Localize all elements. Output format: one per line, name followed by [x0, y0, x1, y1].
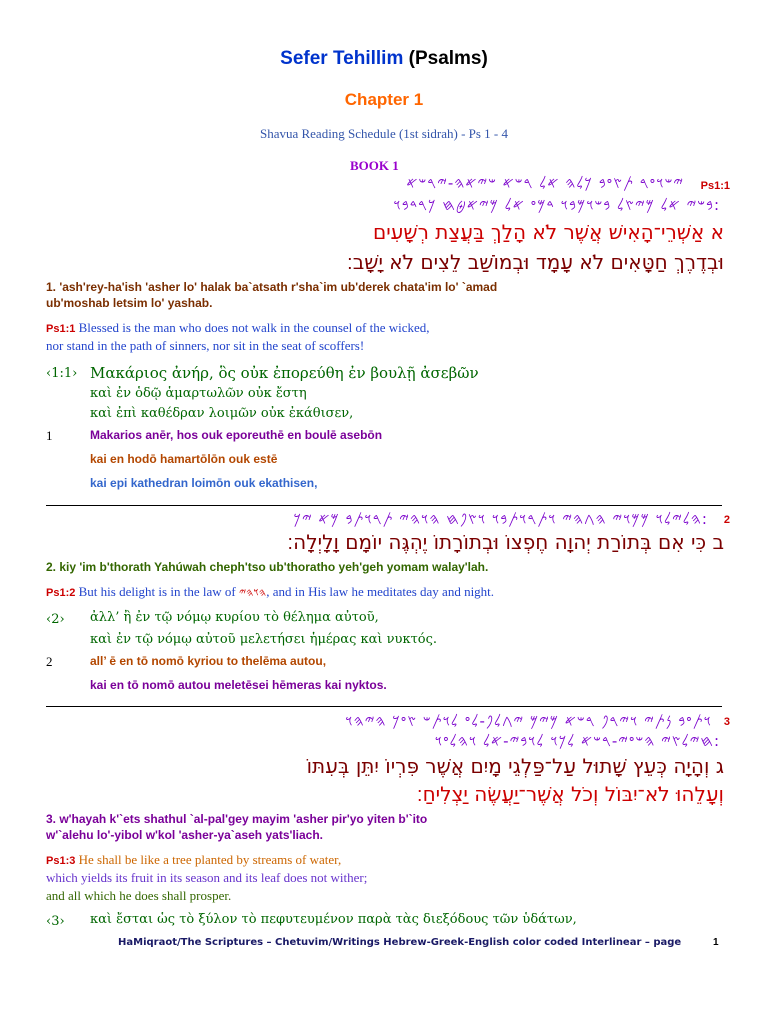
verse-ref: 2: [723, 514, 730, 526]
hebrew-line: ג וְהָיָה כְּעֵץ שָׁתוּל עַל־פַּלְגֵי מָיִם אֲשֶׁר פִּרְיוֹ יִתֵּן בְּעִתּוֹ: [306, 754, 724, 778]
greek-verse-label: ‹1:1›: [46, 366, 78, 381]
hebrew-line: וְעָלֵהוּ לֹא־יִבּוֹל וְכֹל אֲשֶׁר־יַעֲשֶׂה יַצְלִיחַ׃: [416, 782, 724, 806]
greek-transliteration-line: kai en hodō hamartōlōn ouk estē: [90, 452, 278, 466]
english-text: Blessed is the man who does not walk in the counsel of the wicked,: [78, 320, 430, 335]
english-text: But his delight is in the law of: [78, 584, 236, 599]
hebrew-line: א אַשְׁרֵי־הָאִישׁ אֲשֶׁר לֹא הָלַךְ בַּעֲצַת רְשָׁעִים: [372, 220, 724, 244]
verse-ref: Ps1:1: [700, 180, 730, 192]
verse-ref: 3: [723, 716, 730, 728]
greek-translit-number: 2: [46, 654, 53, 669]
book-label: BOOK 1: [350, 158, 399, 173]
greek-transliteration-line: kai en tō nomō autou meletēsei hēmeras kai nyktos.: [90, 678, 387, 692]
greek-translit-number: 1: [46, 428, 53, 443]
english-line: which yields its fruit in its season and its leaf does not wither;: [46, 870, 368, 885]
english-ref: Ps1:1: [46, 323, 76, 335]
english-line: [46, 584, 494, 600]
greek-line: Μακάριος ἀνήρ, ὃς οὐκ ἐπορεύθη ἐν βουλῇ ἀσεβῶν: [90, 364, 479, 382]
paleo-hebrew-line: 𐤅𐤕𐤏𐤁 𐤍𐤕𐤉 𐤅𐤉𐤓𐤐 𐤓𐤔𐤀 𐤌𐤉𐤌 𐤉𐤂𐤋𐤐-𐤋𐤏 𐤋𐤅𐤕𐤔 𐤑𐤏𐤊 𐤄𐤉𐤄𐤅: [345, 712, 712, 730]
greek-line: καὶ ἔσται ὡς τὸ ξύλον τὸ πεφυτευμένον παρὰ τὰς διεξόδους τῶν ὑδάτων,: [90, 912, 577, 927]
transliteration-line: 1. 'ash'rey-ha'ish 'asher lo' halak ba`atsath r'sha`im ub'derek chata'im lo' `amad: [46, 280, 498, 294]
greek-verse-label: ‹2›: [46, 612, 65, 627]
transliteration-line: ub'moshab letsim lo' yashab.: [46, 296, 213, 310]
paleo-hebrew-line: :𐤁𐤔𐤉 𐤀𐤋 𐤌𐤉𐤑𐤋 𐤁𐤔𐤅𐤌𐤁𐤅 𐤃𐤌𐤏 𐤀𐤋 𐤌𐤉𐤀𐤈𐤇 𐤊𐤓𐤃𐤁𐤅: [393, 196, 720, 214]
greek-line: ἀλλ’ ἢ ἐν τῷ νόμῳ κυρίου τὸ θέλημα αὐτοῦ,: [90, 610, 379, 625]
chapter-heading: Chapter 1: [344, 90, 424, 109]
english-line: nor stand in the path of sinners, nor sit in the seat of scoffers!: [46, 338, 365, 353]
paleo-hebrew-line: 𐤉𐤔𐤅𐤏𐤓 𐤕𐤑𐤏𐤁 𐤊𐤋𐤄 𐤀𐤋 𐤓𐤔𐤀 𐤔𐤉𐤀𐤄-𐤉𐤓𐤔𐤀: [406, 174, 684, 192]
english-text: , and in His law he meditates day and night.: [266, 584, 495, 599]
english-ref: Ps1:2: [46, 587, 76, 599]
transliteration-line: 3. w'hayah k'`ets shathul `al-pal'gey mayim 'asher pir'yo yiten b'`ito: [46, 812, 428, 826]
hebrew-line: ב כִּי אִם בְּתוֹרַת יְהוָה חֶפְצוֹ וּבְתוֹרָתוֹ יֶהְגֶּה יוֹמָם וָלָיְלָה׃: [287, 530, 724, 554]
english-line: [46, 852, 341, 868]
paleo-hebrew-line: :𐤄𐤋𐤉𐤋𐤅 𐤌𐤌𐤅𐤉 𐤄𐤂𐤄𐤉 𐤅𐤕𐤓𐤅𐤕𐤁𐤅 𐤅𐤑𐤐𐤇 𐤄𐤅𐤄𐤉 𐤕𐤓𐤅𐤕𐤁 𐤌𐤀 𐤉𐤊: [293, 510, 708, 528]
greek-transliteration-line: kai epi kathedran loimōn ouk ekathisen,: [90, 476, 318, 490]
page-title: [0, 48, 768, 70]
paleo-hebrew-line: :𐤇𐤉𐤋𐤑𐤉 𐤄𐤔𐤏𐤉-𐤓𐤔𐤀 𐤋𐤊𐤅 𐤋𐤅𐤁𐤉-𐤀𐤋 𐤅𐤄𐤋𐤏𐤅: [434, 732, 720, 750]
transliteration-line: w'`alehu lo'-yibol w'kol 'asher-ya`aseh yats'liach.: [46, 828, 324, 842]
page-number: 1: [713, 937, 719, 948]
english-line: [46, 320, 430, 336]
greek-line: καὶ ἐν τῷ νόμῳ αὐτοῦ μελετήσει ἡμέρας καὶ νυκτός.: [90, 632, 437, 647]
greek-line: καὶ ἐν ὁδῷ ἁμαρτωλῶν οὐκ ἔστη: [90, 386, 307, 401]
page-footer: HaMiqraot/The Scriptures – Chetuvim/Writings Hebrew-Greek-English color coded Interlinear – page: [118, 937, 682, 948]
english-text: He shall be like a tree planted by streams of water,: [78, 852, 342, 867]
greek-line: καὶ ἐπὶ καθέδραν λοιμῶν οὐκ ἐκάθισεν,: [90, 406, 354, 421]
title-main: Sefer Tehillim: [280, 48, 404, 69]
verse-divider: [46, 706, 722, 707]
greek-transliteration-line: all’ ē en tō nomō kyriou to thelēma autou,: [90, 654, 327, 668]
english-ref: Ps1:3: [46, 855, 76, 867]
english-line: and all which he does shall prosper.: [46, 888, 232, 903]
greek-verse-label: ‹3›: [46, 914, 65, 929]
greek-transliteration-line: Makarios anēr, hos ouk eporeuthē en boulē asebōn: [90, 428, 383, 442]
divine-name-paleo: 𐤄𐤅𐤄𐤉: [238, 586, 267, 599]
title-sub: (Psalms): [408, 48, 488, 69]
verse-divider: [46, 505, 722, 506]
transliteration-line: 2. kiy 'im b'thorath Yahúwah cheph'tso ub'thoratho yeh'geh yomam walay'lah.: [46, 560, 489, 574]
hebrew-line: וּבְדֶרֶךְ חַטָּאִים לֹא עָמָד וּבְמוֹשַׁב לֵצִים לֹא יָשָׁב׃: [346, 250, 724, 274]
reading-schedule: Shavua Reading Schedule (1st sidrah) - Ps 1 - 4: [259, 126, 509, 141]
